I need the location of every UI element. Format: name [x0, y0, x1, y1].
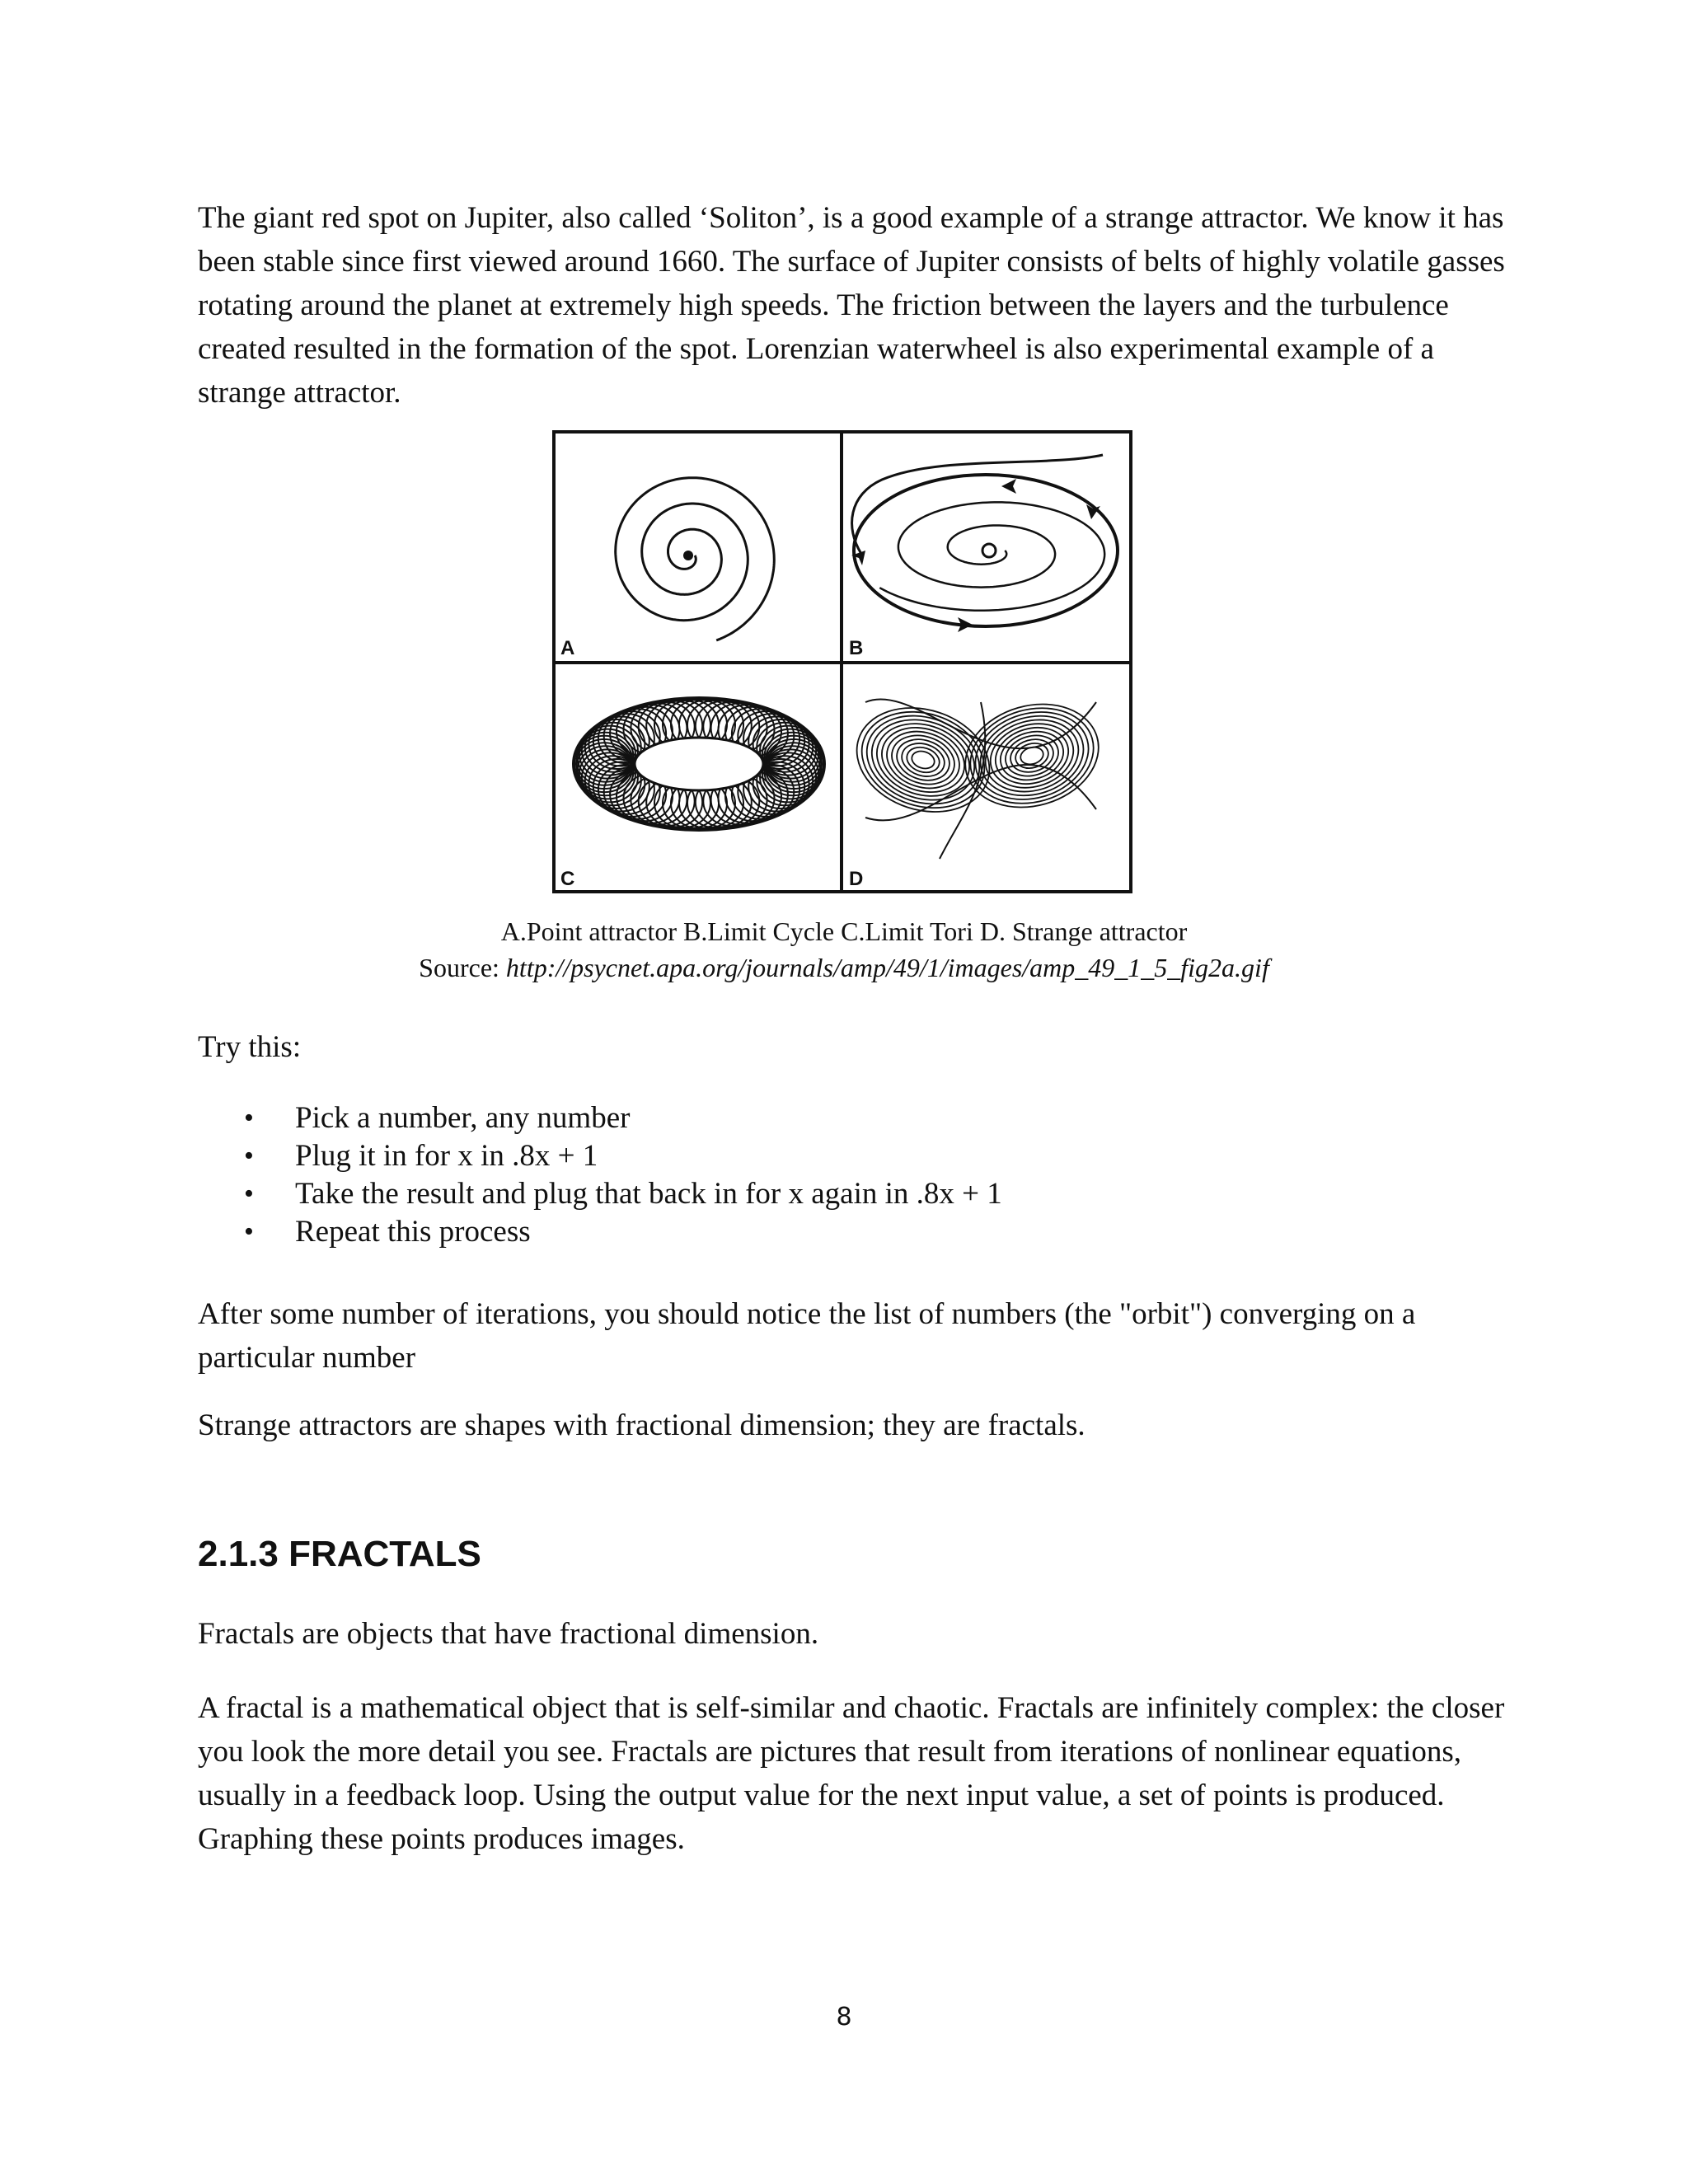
paragraph-fractals-intro: Fractals are objects that have fractional dimension.: [198, 1617, 819, 1651]
figure-source-url: http://psycnet.apa.org/journals/amp/49/1/images/amp_49_1_5_fig2a.gif: [505, 953, 1269, 982]
paragraph-orbit: After some number of iterations, you should notice the list of numbers (the "orbit") converging on a particular number: [198, 1297, 1416, 1375]
list-item: [198, 1137, 1434, 1175]
bullet-list: [198, 1099, 1434, 1251]
list-item: [198, 1099, 1434, 1137]
attractor-figure-svg: [552, 430, 1132, 893]
figure-source: [198, 949, 1490, 986]
list-item-text: Pick a number, any number: [295, 1101, 631, 1135]
list-item-text: Repeat this process: [295, 1215, 531, 1249]
section-heading: 2.1.3 FRACTALS: [198, 1534, 481, 1574]
point-attractor-center: [683, 551, 693, 560]
figure-caption: A.Point attractor B.Limit Cycle C.Limit Tori D. Strange attractor: [500, 916, 1188, 946]
list-item-text: Take the result and plug that back in for x again in .8x + 1: [295, 1177, 1002, 1211]
attractor-figure: [552, 430, 1132, 893]
panel-label-a: A: [560, 637, 575, 659]
list-item: [198, 1175, 1434, 1213]
panel-label-d: D: [849, 868, 864, 890]
torus-hole: [635, 738, 763, 790]
panel-label-c: C: [560, 868, 575, 890]
bullet-icon: •: [244, 1141, 254, 1171]
try-this-label: Try this:: [198, 1030, 302, 1064]
list-item: [198, 1213, 1434, 1251]
page-number: 8: [836, 2003, 852, 2032]
paragraph-fractals-detail: A fractal is a mathematical object that is self-similar and chaotic. Fractals are infinitely complex: the closer you look the more detail you see. Fractals are pictures that result from iterations of nonlinear equations, usually in a feedback loop. Using the output value for the next input value, a set of points is produced. Graphing these points produces images.: [198, 1691, 1505, 1856]
paragraph-strange-attractors: Strange attractors are shapes with fractional dimension; they are fractals.: [198, 1408, 1085, 1442]
figure-source-label: Source:: [419, 953, 506, 982]
panel-label-b: B: [849, 637, 864, 659]
bullet-icon: •: [244, 1179, 254, 1209]
bullet-icon: •: [244, 1216, 254, 1247]
paragraph-jupiter: The giant red spot on Jupiter, also called ‘Soliton’, is a good example of a strange attractor. We know it has been stable since first viewed around 1660. The surface of Jupiter consists of belts of highly volatile gasses rotating around the planet at extremely high speeds. The friction between the layers and the turbulence created resulted in the formation of the spot. Lorenzian waterwheel is also experimental example of a strange attractor.: [198, 201, 1505, 410]
bullet-icon: •: [244, 1103, 254, 1133]
list-item-text: Plug it in for x in .8x + 1: [295, 1139, 598, 1173]
